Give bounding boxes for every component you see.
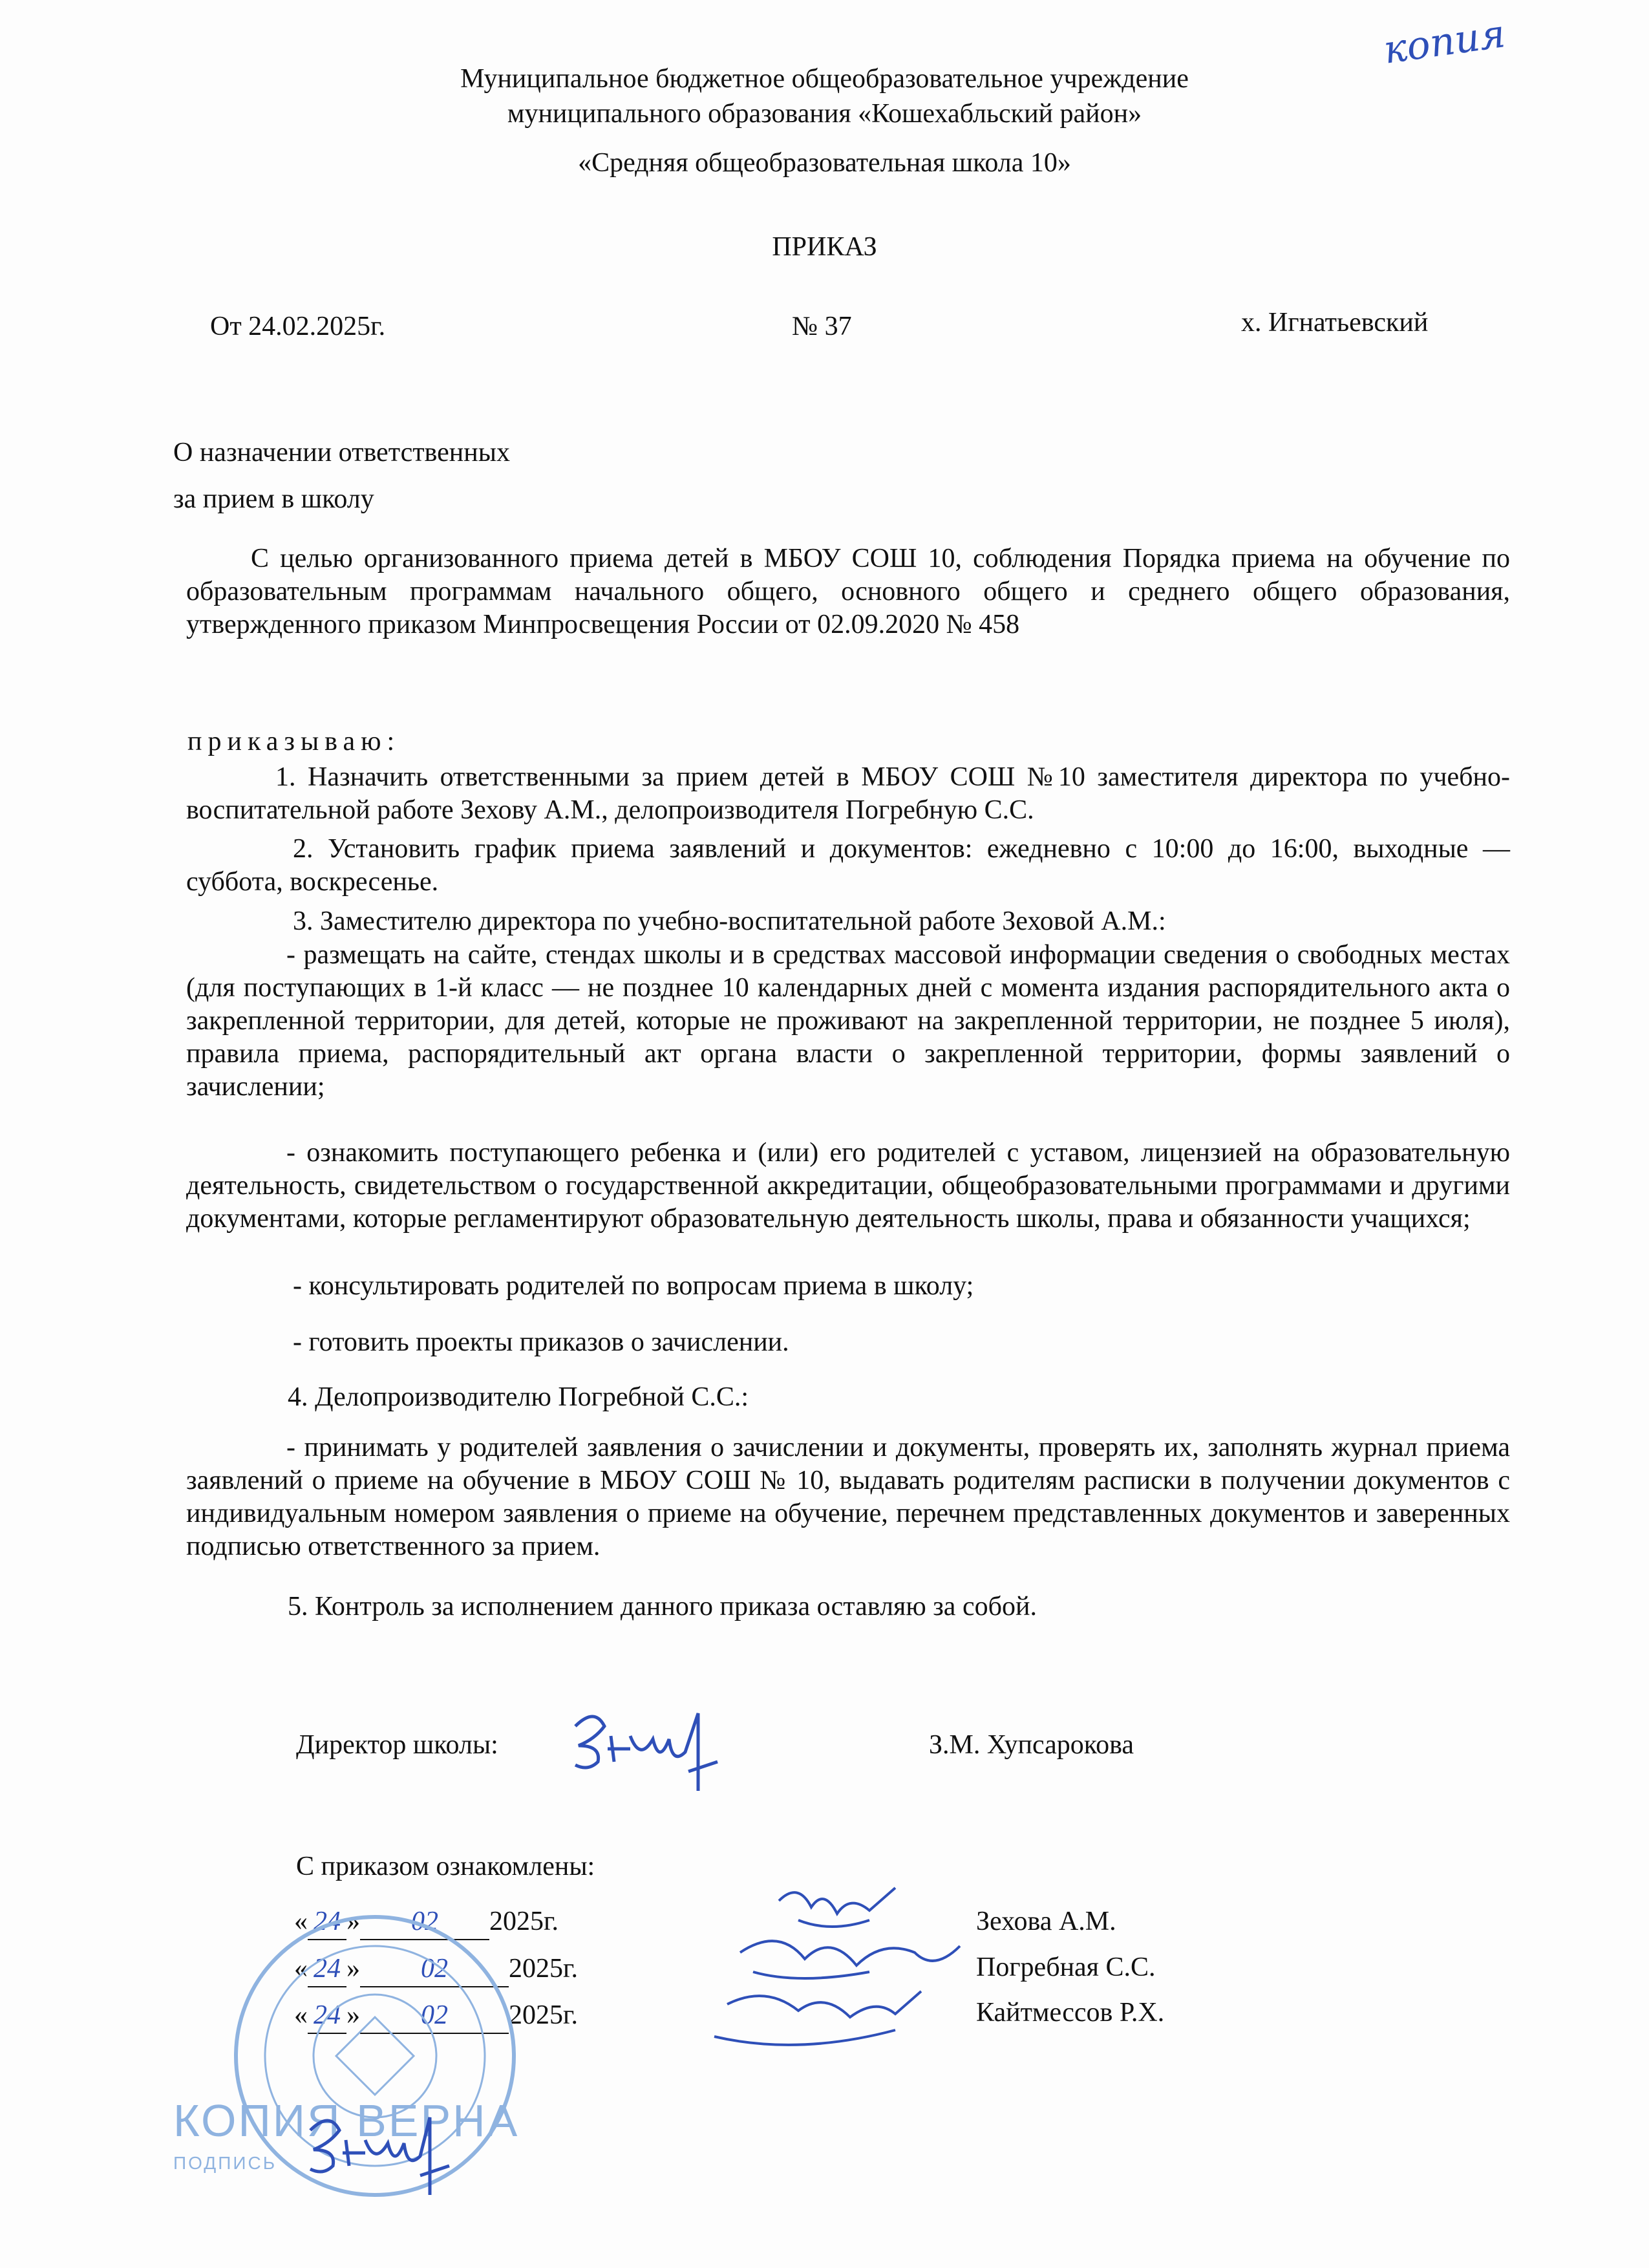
preamble: С целью организованного приема детей в МБОУ СОШ 10, соблюдения Порядка приема на обучение по образовательным программам начального общего, основного общего и среднего общего образования, утвержденного приказом Минпросвещения России от 02.09.2020 № 458: [186, 544, 1510, 639]
subject-line-1: О назначении ответственных: [173, 438, 510, 467]
copy-handwritten-note: копия: [1381, 11, 1508, 73]
item-3d: - готовить проекты приказов о зачислении.: [293, 1327, 789, 1357]
stamp-certified-copy: КОПИЯ ВЕРНА: [173, 2095, 520, 2146]
subject-line-2: за прием в школу: [173, 484, 374, 514]
acquaint-month: 02: [360, 1951, 509, 1987]
acquaint-row-1: « 24 » 02 2025г.: [294, 1904, 559, 1940]
order-number: № 37: [792, 312, 852, 341]
acquaint-year: 2025г.: [509, 1954, 578, 1984]
director-name: З.М. Хупсарокова: [929, 1730, 1134, 1760]
acquaint-day: 24: [308, 1904, 346, 1940]
certifier-signature: [304, 2104, 465, 2208]
item-3: 3. Заместителю директора по учебно-воспитательной работе Зеховой А.М.:: [293, 906, 1166, 936]
order-date: От 24.02.2025г.: [210, 312, 386, 341]
acquaint-row-3: « 24 » 02 2025г.: [294, 1998, 578, 2034]
acquaint-day: 24: [308, 1951, 346, 1987]
institution-line-1: Муниципальное бюджетное общеобразовательное учреждение: [460, 64, 1189, 94]
director-signature: [569, 1700, 737, 1804]
item-3c: - консультировать родителей по вопросам приема в школу;: [293, 1271, 974, 1301]
director-role: Директор школы:: [296, 1730, 498, 1760]
acquaint-title: С приказом ознакомлены:: [296, 1852, 595, 1881]
acquaint-row-2: « 24 » 02 2025г.: [294, 1951, 578, 1987]
staff-signatures: [701, 1875, 973, 2069]
order-keyword: приказываю:: [187, 727, 401, 756]
item-3b: - ознакомить поступающего ребенка и (или) его родителей с уставом, лицензией на образовательную деятельность, свидетельством о государственной аккредитации, общеобразовательными программами и другими документами, которые регламентируют образовательную деятельность школы, права и обязанности учащихся;: [186, 1138, 1510, 1234]
order-place: х. Игнатьевский: [1241, 308, 1429, 337]
document-type: ПРИКАЗ: [772, 232, 877, 262]
item-1: 1. Назначить ответственными за прием детей в МБОУ СОШ №10 заместителя директора по учебно-воспитательной работе Зехову А.М., делопроизводителя Погребную С.С.: [186, 762, 1510, 825]
acquaint-month: 02: [360, 1904, 489, 1940]
acquaint-name-3: Кайтмессов Р.Х.: [976, 1998, 1165, 2027]
item-2: 2. Установить график приема заявлений и документов: ежедневно с 10:00 до 16:00, выходные — суббота, воскресенье.: [186, 834, 1510, 897]
acquaint-year: 2025г.: [509, 2000, 578, 2030]
stamp-signature-label: ПОДПИСЬ: [173, 2153, 277, 2173]
acquaint-name-1: Зехова А.М.: [976, 1907, 1116, 1936]
item-4: 4. Делопроизводителю Погребной С.С.:: [288, 1382, 749, 1412]
item-3a: - размещать на сайте, стендах школы и в средствах массовой информации сведения о свободных местах (для поступающих в 1-й класс — не позднее 10 календарных дней с момента издания распорядительного акта о закрепленной территории, для детей, которые не проживают на закрепленной территории, не позднее 5 июля), правила приема, распорядительный акт органа власти о закрепленной территории, формы заявлений о зачислении;: [186, 940, 1510, 1102]
acquaint-name-2: Погребная С.С.: [976, 1952, 1156, 1982]
acquaint-month: 02: [360, 1998, 509, 2034]
institution-line-3: «Средняя общеобразовательная школа 10»: [578, 148, 1071, 178]
acquaint-day: 24: [308, 1998, 346, 2034]
institution-line-2: муниципального образования «Кошехабльский район»: [507, 99, 1142, 129]
item-5: 5. Контроль за исполнением данного приказа оставляю за собой.: [288, 1592, 1037, 1621]
item-4a: - принимать у родителей заявления о зачислении и документы, проверять их, заполнять журнал приема заявлений о приеме на обучение в МБОУ СОШ № 10, выдавать родителям расписки в получении документов с индивидуальным номером заявления о приеме на обучение, перечнем представленных документов и заверенных подписью ответственного за прием.: [186, 1433, 1510, 1561]
acquaint-year: 2025г.: [489, 1907, 559, 1936]
